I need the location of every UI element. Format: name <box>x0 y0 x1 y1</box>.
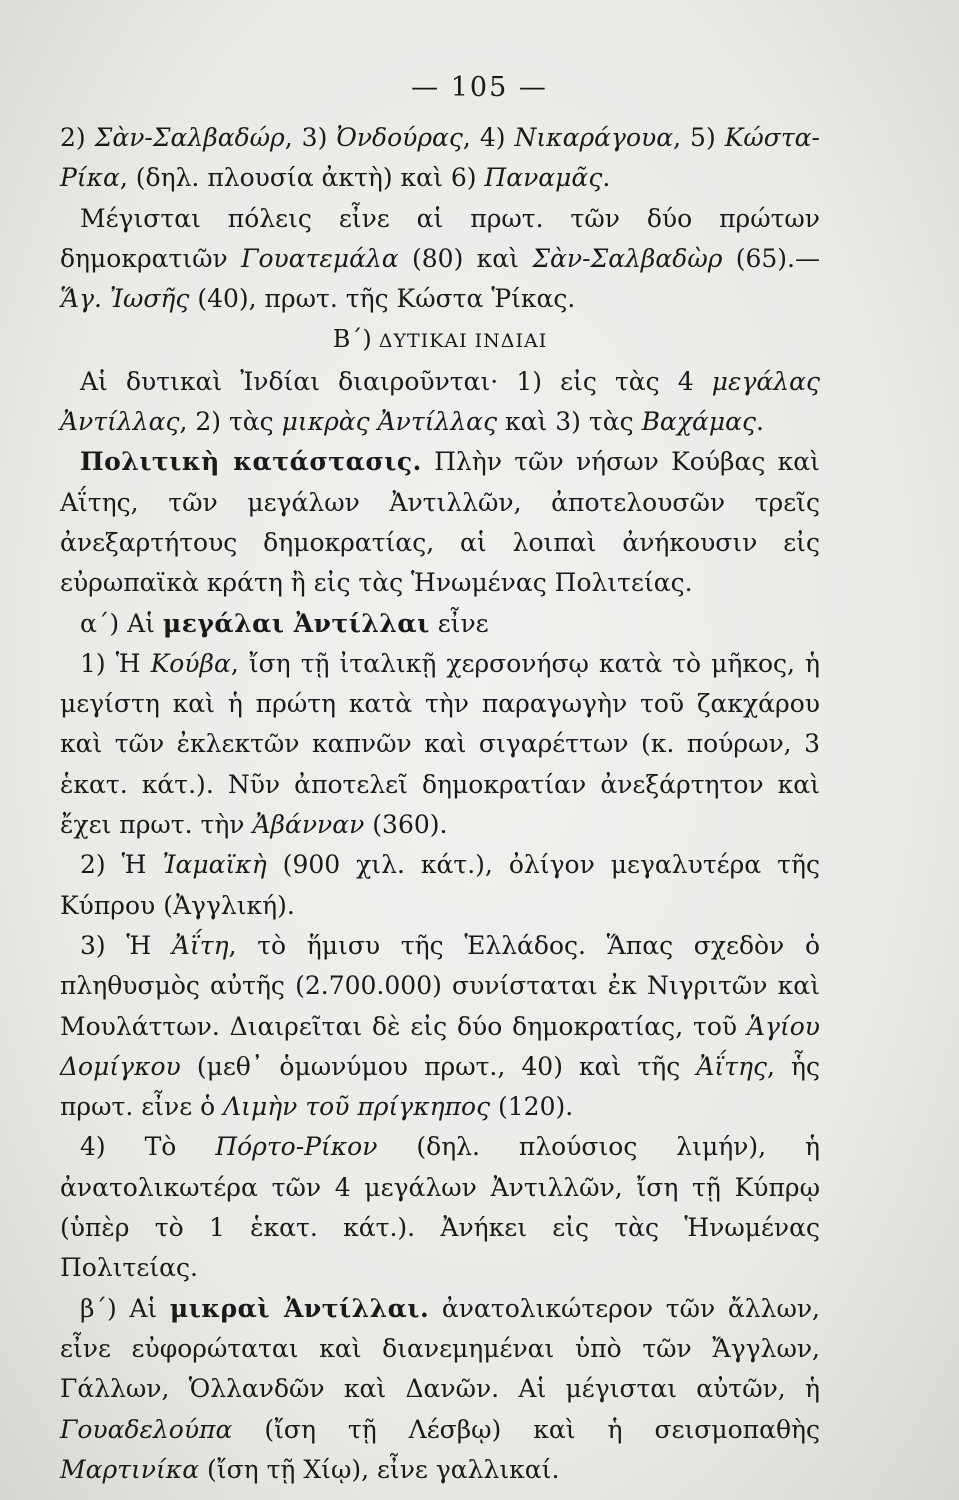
text-run: . <box>602 163 611 193</box>
paragraph-west-indies-division <box>60 362 820 443</box>
italic-run: μεγάλας Ἀντίλλας <box>60 366 820 437</box>
italic-run: Παναμᾶς <box>484 163 603 193</box>
text-run: (360). <box>364 810 448 840</box>
text-run: (900 χιλ. κάτ.), ὀλίγον μεγαλυτέρα τῆς Κύπρου (Ἀγγλική). <box>60 850 820 920</box>
text-run: Αἱ δυτικαὶ Ἰνδίαι διαιροῦνται· 1) εἰς τὰς 4 <box>80 366 712 396</box>
text-run: , τὸ ἥμισυ τῆς Ἑλλάδος. Ἅπας σχεδὸν ὁ πληθυσμὸς αὐτῆς (2.700.000) συνίσταται ἐκ Νιγριτῶν καὶ Μουλάττων. Διαιρεῖται δὲ εἰς δύο δημοκρατίας, τοῦ <box>60 930 821 1041</box>
italic-run: Ἅγ. Ἰωσῆς <box>60 284 190 314</box>
italic-run: Λιμὴν τοῦ πρίγκηπος <box>223 1092 491 1122</box>
text-run: (ἴση τῇ Χίῳ), εἶνε γαλλικαί. <box>199 1454 560 1484</box>
text-run: β΄) Αἱ <box>80 1293 170 1323</box>
text-run: εἶνε <box>429 608 489 638</box>
italic-run: Ἀΐτη <box>171 930 229 960</box>
text-run: 3) Ἡ <box>80 930 172 960</box>
italic-run: Βαχάμας <box>641 407 756 437</box>
page-number: — 105 — <box>411 72 548 103</box>
italic-run: Κούβα <box>150 648 231 678</box>
paragraph-lesser-antilles <box>60 1289 820 1490</box>
italic-run: Ἁγίου Δομίγκου <box>60 1011 820 1081</box>
italic-run: Νικαράγουα <box>514 123 674 152</box>
text-run: (40), πρωτ. τῆς Κώστα Ῥίκας. <box>189 284 576 314</box>
text-run: , 4) <box>462 123 515 152</box>
paragraph-central-america-states <box>60 118 820 199</box>
paragraph-political-situation <box>60 442 820 603</box>
text-run: 4) Τὸ <box>80 1132 216 1162</box>
paragraph-jamaica <box>60 845 820 926</box>
paragraph-cuba <box>60 644 820 845</box>
text-run: , ἧς πρωτ. εἶνε ὁ <box>60 1051 820 1122</box>
paragraph-largest-cities <box>60 199 820 320</box>
text-run: (δηλ. πλούσιος λιμήν), ἡ ἀνατολικωτέρα τῶν 4 μεγάλων Ἀντιλλῶν, ἴση τῇ Κύπρῳ (ὑπὲρ τὸ 1 ἑκατ. κάτ.). Ἀνήκει εἰς τὰς Ἡνωμένας Πολιτείας. <box>60 1132 820 1283</box>
italic-run: Γουατεμάλα <box>241 243 399 273</box>
text-run: Πλὴν τῶν νήσων Κούβας καὶ Αΐτης, τῶν μεγάλων Ἀντιλλῶν, ἀποτελουσῶν τρεῖς ἀνεξαρτήτους δημοκρατίας, αἱ λοιπαὶ ἀνήκουσιν εἰς εὐρωπαϊκὰ κράτη ἢ εἰς τὰς Ἡνωμένας Πολιτείας. <box>60 447 820 598</box>
italic-run: Μαρτινίκα <box>60 1454 200 1484</box>
text-run: καὶ 3) τὰς <box>497 407 642 437</box>
bold-run: μικραὶ Ἀντίλλαι. <box>169 1293 430 1323</box>
paragraph-greater-antilles-intro <box>60 604 820 644</box>
bold-run: Πολιτικὴ κατάστασις. <box>80 447 422 477</box>
text-run: , 3) <box>284 123 337 152</box>
text-run: 1) Ἡ <box>80 648 151 678</box>
text-run: ἀνατολικώτερον τῶν ἄλλων, εἶνε εὐφορώταται καὶ διανεμημέναι ὑπὸ τῶν Ἄγγλων, Γάλλων, Ὁλλανδῶν καὶ Δανῶν. Αἱ μέγισται αὐτῶν, ἡ <box>60 1293 820 1404</box>
section-heading-west-indies <box>60 319 820 361</box>
text-run: (65).— <box>722 243 821 273</box>
italic-run: Κώστα-Ρίκα <box>60 123 820 193</box>
text-run: α΄) Αἱ <box>80 608 163 638</box>
text-run: (120). <box>490 1092 574 1122</box>
text-run: (ἴση τῇ Λέσβῳ) καὶ ἡ σεισμοπαθὴς <box>232 1414 820 1444</box>
paragraph-haiti <box>60 926 820 1127</box>
text-run: Μέγισται πόλεις εἶνε αἱ πρωτ. τῶν δύο πρώτων δημοκρατιῶν <box>60 203 820 273</box>
italic-run: Ἀβάνναν <box>252 810 365 840</box>
text-run: , ἴση τῇ ἰταλικῇ χερσονήσῳ κατὰ τὸ μῆκος, ἡ μεγίστη καὶ ἡ πρώτη κατὰ τὴν παραγωγὴν τοῦ ζακχάρου καὶ τῶν ἐκλεκτῶν καπνῶν καὶ σιγαρέττων (κ. πούρων, 3 ἑκατ. κάτ.). Νῦν ἀποτελεῖ δημοκρατίαν ἀνεξάρτητον καὶ ἔχει πρωτ. τὴν <box>60 648 821 840</box>
italic-run: Πόρτο-Ρίκον <box>215 1132 378 1162</box>
section-title: ΔΥΤΙΚΑΙ ΙΝΔΙΑΙ <box>378 330 548 353</box>
page-body <box>60 118 820 1490</box>
text-run: (μεθ᾽ ὁμωνύμου πρωτ., 40) καὶ τῆς <box>180 1051 697 1081</box>
text-run: . <box>755 407 764 437</box>
italic-run: Ἀΐτης <box>696 1051 767 1081</box>
text-run: 2) Ἡ <box>80 850 163 880</box>
italic-run: Γουαδελούπα <box>60 1414 233 1444</box>
text-run: , 2) τὰς <box>179 407 282 437</box>
text-run: , 5) <box>673 123 725 152</box>
paragraph-puerto-rico <box>60 1127 820 1288</box>
text-run: (80) καὶ <box>398 243 533 273</box>
italic-run: Σὰν-Σαλβαδώρ <box>94 123 285 152</box>
section-number: Β΄) <box>332 325 372 354</box>
text-run: , (δηλ. πλουσία ἀκτὴ) καὶ 6) <box>119 163 485 193</box>
text-run: 2) <box>60 123 95 152</box>
italic-run: Σὰν-Σαλβαδὼρ <box>532 243 723 273</box>
italic-run: μικρὰς Ἀντίλλας <box>281 407 498 437</box>
italic-run: Ἰαμαϊκὴ <box>162 850 267 880</box>
bold-run: μεγάλαι Ἀντίλλαι <box>162 608 430 638</box>
italic-run: Ὀνδούρας <box>336 123 463 152</box>
